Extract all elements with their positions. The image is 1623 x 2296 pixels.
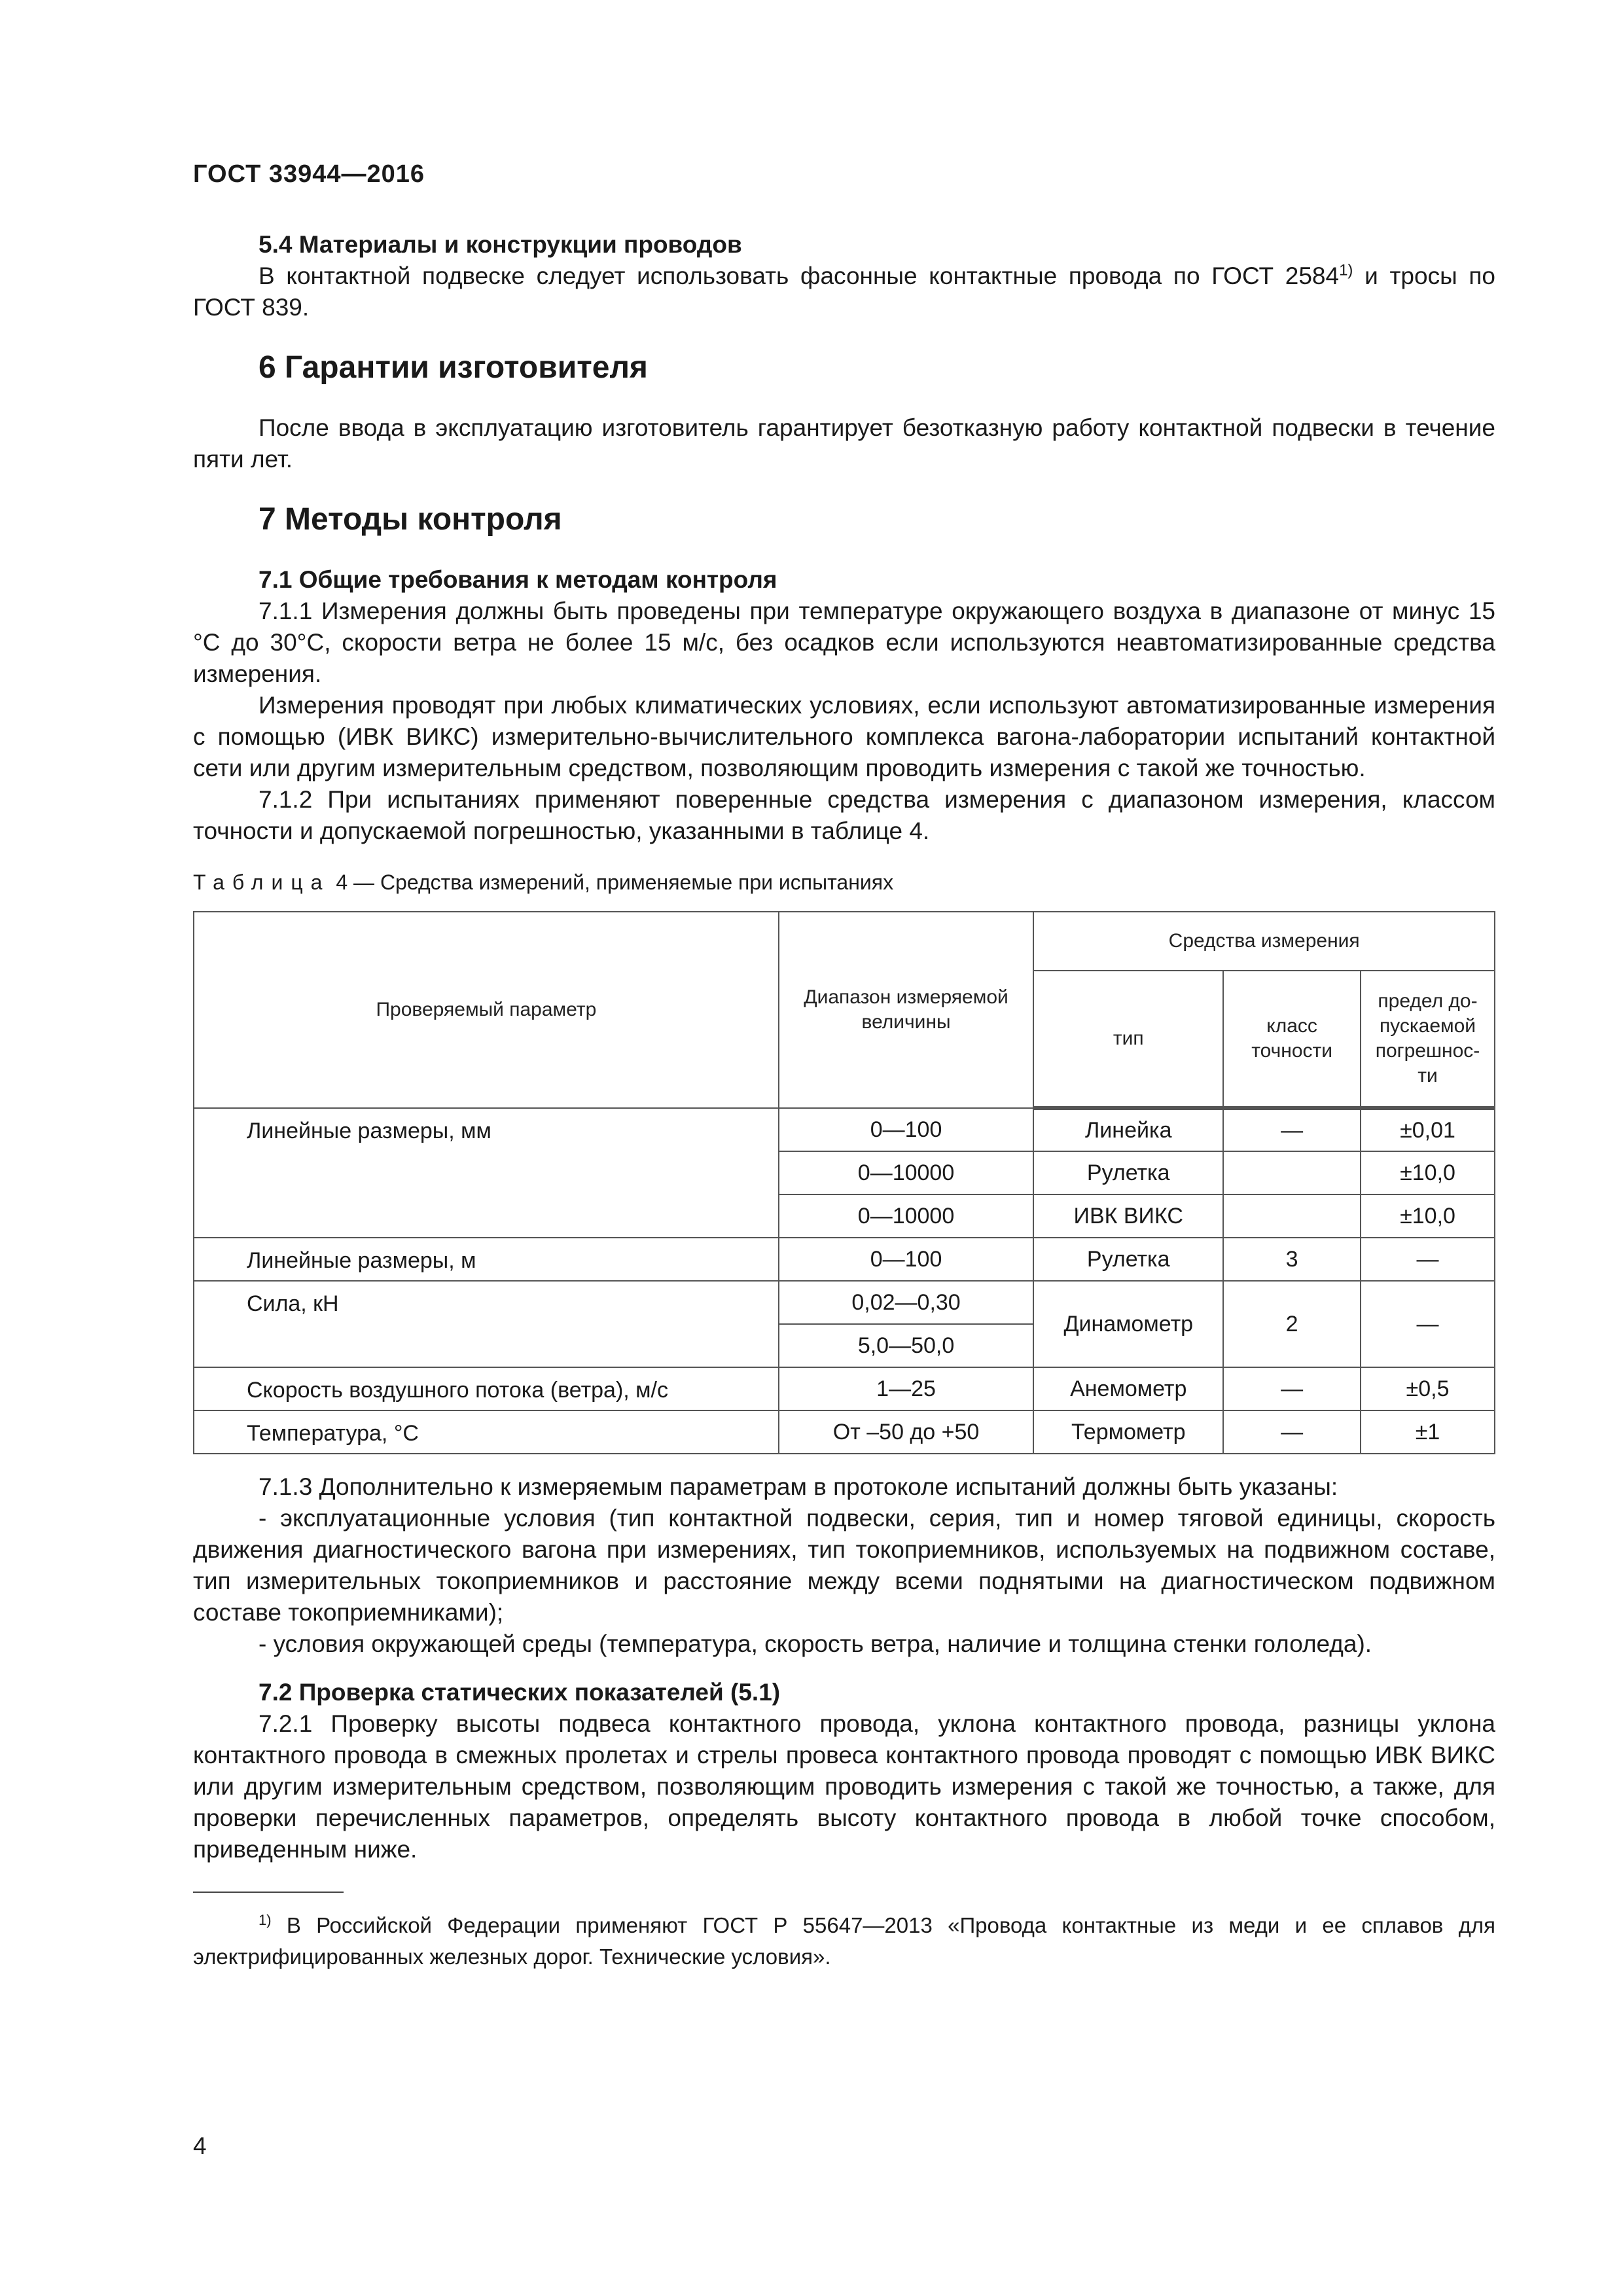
table-row: 0—10000 Рулетка ±10,0 <box>194 1151 1495 1194</box>
section-6-text: После ввода в эксплуатацию изготовитель гарантирует безотказную работу контактной подвески в течение пяти лет. <box>193 414 1495 473</box>
header-class: класс точности <box>1223 971 1361 1108</box>
table-row: Линейные размеры, мм 0—100 Линейка — ±0,01 <box>194 1108 1495 1151</box>
table-4 <box>193 911 1495 1454</box>
footnote-ref: 1) <box>1339 261 1353 279</box>
table-row: 5,0—50,0 <box>194 1324 1495 1367</box>
header-range: Диапазон измеряемой величины <box>779 912 1034 1108</box>
table-row: Скорость воздушного потока (ветра), м/с 1—25 Анемометр — ±0,5 <box>194 1367 1495 1410</box>
table-4-caption: Таблица 4 — Средства измерений, применяемые при испытаниях <box>193 870 894 894</box>
header-limit: предел до-пускаемой погрешнос-ти <box>1361 971 1495 1108</box>
list-item: - эксплуатационные условия (тип контактной подвески, серия, тип и номер тяговой единицы, скорость движения диагностического вагона при измерениях, тип токоприемников, используемых на подвижном составе, тип измерительных токоприемников и расстояние между всеми поднятыми на диагностическом подвижном составе токоприемниками); <box>193 1505 1495 1626</box>
section-5-4-text: В контактной подвеске следует использовать фасонные контактные провода по ГОСТ 2584$^{1)}$ и тросы по ГОСТ 839. <box>193 261 1495 321</box>
section-7-1-title: 7.1 Общие требования к методам контроля <box>259 566 777 593</box>
page-number: 4 <box>193 2132 207 2159</box>
document-body <box>193 229 1495 1973</box>
section-7-2-title: 7.2 Проверка статических показателей (5.1) <box>259 1679 781 1706</box>
header-parameter: Проверяемый параметр <box>194 912 779 1108</box>
list-item: - условия окружающей среды (температура, скорость ветра, наличие и толщина стенки гололеда). <box>259 1630 1372 1657</box>
document-header: ГОСТ 33944—2016 <box>193 160 425 188</box>
header-type: тип <box>1033 971 1223 1108</box>
table-row: Линейные размеры, м 0—100 Рулетка 3 — <box>194 1238 1495 1281</box>
section-6-title: 6 Гарантии изготовителя <box>259 350 648 385</box>
paragraph-7-1-1b: Измерения проводят при любых климатических условиях, если используют автоматизированные измерения с помощью (ИВК ВИКС) измерительно-вычислительного комплекса вагона-лаборатории испытаний контактной сети или другим измерительным средством, позволяющим проводить измерения с такой же точностью. <box>193 692 1495 781</box>
paragraph-7-1-2: 7.1.2 При испытаниях применяют поверенные средства измерения с диапазоном измерения, классом точности и допускаемой погрешностью, указанными в таблице 4. <box>193 786 1495 844</box>
table-row: 0—10000 ИВК ВИКС ±10,0 <box>194 1194 1495 1238</box>
footnote-divider <box>193 1892 344 1893</box>
paragraph-7-2-1: 7.2.1 Проверку высоты подвеса контактного провода, уклона контактного провода, разницы уклона контактного провода в смежных пролетах и стрелы провеса контактного провода проводят с помощью ИВК ВИКС или другим измерительным средством, позволяющим проводить измерения с такой же точностью, а также, для проверки перечисленных параметров, определять высоту контактного провода в любой точке способом, приведенным ниже. <box>193 1710 1495 1863</box>
paragraph-7-1-1: 7.1.1 Измерения должны быть проведены при температуре окружающего воздуха в диапазоне от минус 15 °С до 30°С, скорости ветра не более 15 м/с, без осадков если используются неавтоматизированные средства измерения. <box>193 598 1495 687</box>
section-7-title: 7 Методы контроля <box>259 502 562 537</box>
table-row: Сила, кН 0,02—0,30 Динамометр 2 — <box>194 1281 1495 1324</box>
section-5-4-title: 5.4 Материалы и конструкции проводов <box>259 231 742 258</box>
footnote: $^{1)}$ В Российской Федерации применяют ГОСТ Р 55647—2013 «Провода контактные из меди и ее сплавов для электрифицированных железных дорог. Технические условия». <box>193 1912 1495 1969</box>
paragraph-7-1-3: 7.1.3 Дополнительно к измеряемым параметрам в протоколе испытаний должны быть указаны: <box>259 1473 1338 1500</box>
header-means: Средства измерения <box>1033 912 1495 971</box>
table-row: Температура, °С От –50 до +50 Термометр — ±1 <box>194 1410 1495 1454</box>
